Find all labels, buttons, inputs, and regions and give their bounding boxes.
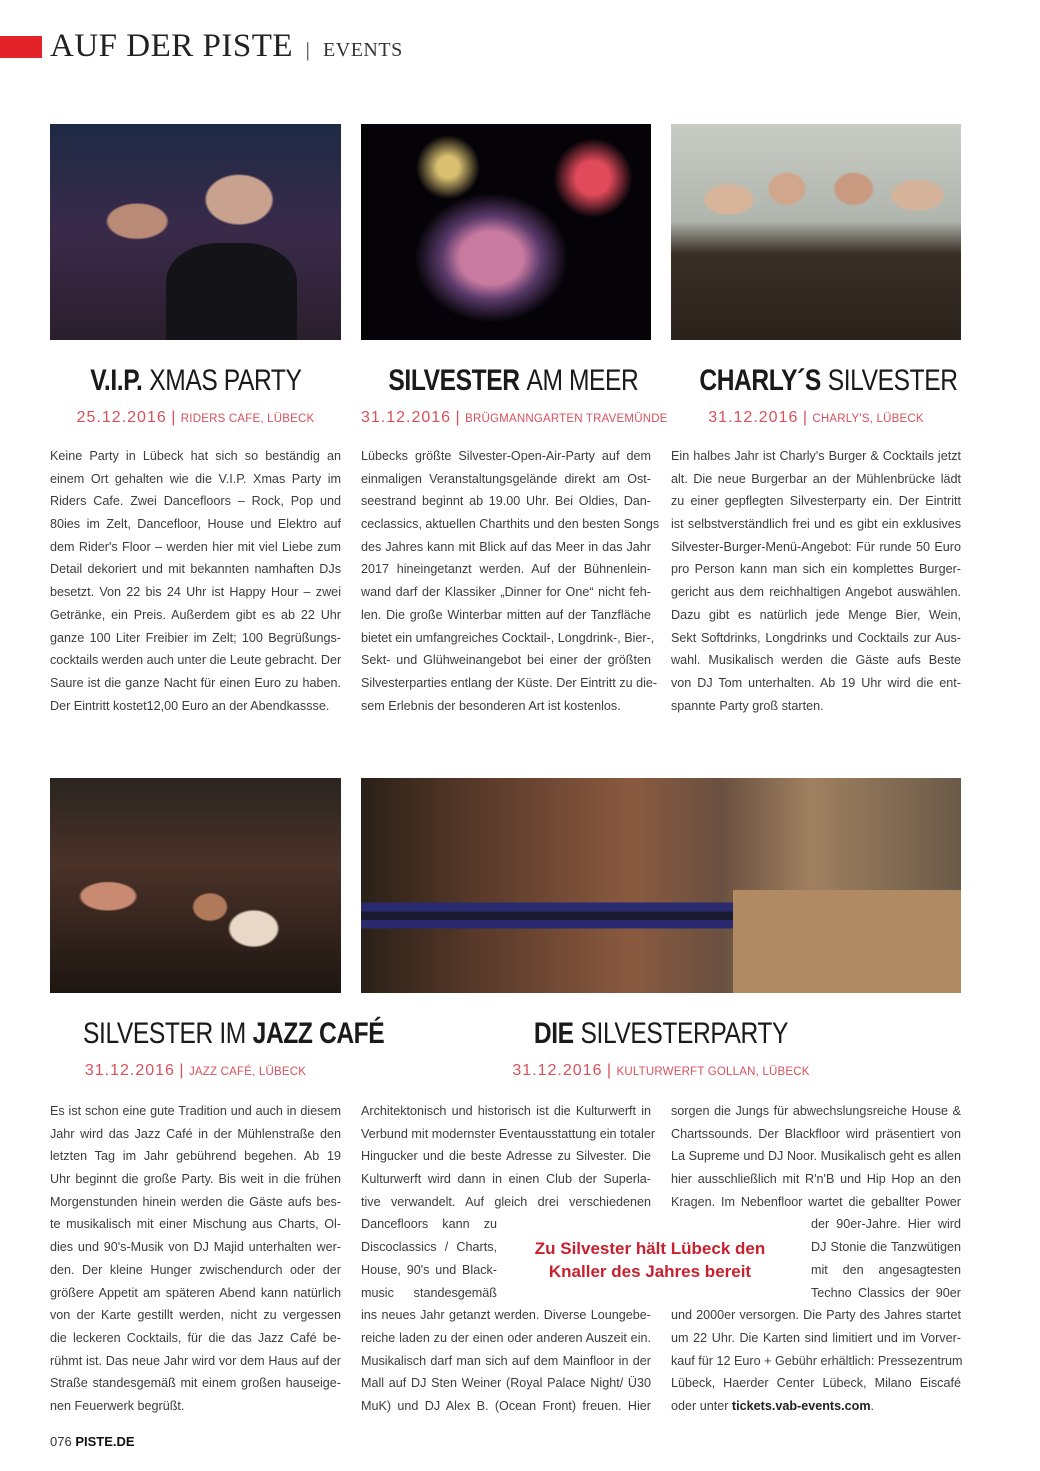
text-line: mit den angesagtesten <box>811 1262 961 1277</box>
text-line: Straße standesgemäß mit einem großen hauseige- <box>50 1376 341 1391</box>
text-line: den. Der kleine Hunger zwischendurch oder der <box>50 1262 341 1277</box>
text-line: DJ Stonie die Tanzwütigen <box>811 1240 961 1255</box>
text-block <box>671 1100 961 1213</box>
event-date: 25.12.2016 <box>76 409 167 426</box>
text-line: von DJ Tom unterhalten. Ab 19 Uhr wird die ent- <box>671 675 961 690</box>
text-line: Architektonisch und historisch ist die Kulturwerft in <box>361 1104 651 1118</box>
event-date: 31.12.2016 <box>708 409 799 426</box>
text-block-narrow <box>811 1213 961 1304</box>
text-line: music standesgemäß <box>361 1285 497 1300</box>
text-line: kauf für 12 Euro + Gebühr erhältlich: Pressezentrum <box>671 1353 963 1368</box>
event-venue: RIDERS CAFE, LÜBECK <box>180 413 315 425</box>
publication-name: PISTE.DE <box>75 1434 135 1449</box>
text-line: Morgenstunden hinein werden die Gäste aufs bes- <box>50 1194 341 1209</box>
text-line: Sekt Softdrinks, Longdrinks und Cocktails zur Aus- <box>671 630 961 645</box>
text-line: ceclassics, aktuellen Charthits und den besten Songs <box>361 517 660 532</box>
text-line: alt. Die neue Burgerbar an der Mühlenbrücke lädt <box>671 471 961 486</box>
article-title <box>50 1017 385 1050</box>
article-dateline: 31.12.2016 | BRÜGMANNGARTEN TRAVEMÜNDE <box>361 409 668 426</box>
text-line: Silvester-Burger-Menü-Angebot: Für runde 50 Euro <box>671 539 961 554</box>
text-block <box>361 1100 656 1213</box>
text-line: ist selbstverständlich frei und es gibt ein exklusives <box>671 517 961 532</box>
text-block-narrow <box>361 1213 497 1304</box>
article-body-column-2 <box>671 1100 961 1418</box>
text-line: Mall auf DJ Sten Weiner (Royal Palace Night/ Ü30 <box>361 1376 651 1391</box>
text-line: pro Person kann man sich ein komplettes Burger- <box>671 562 961 577</box>
text-line: und 2000er versorgen. Die Party des Jahres startet <box>671 1308 961 1323</box>
section-title: AUF DER PISTE <box>50 28 294 64</box>
event-venue: JAZZ CAFÉ, LÜBECK <box>188 1066 307 1078</box>
article-body <box>50 445 341 717</box>
event-date: 31.12.2016 <box>512 1062 603 1079</box>
title-light: SILVESTERPARTY <box>580 1017 789 1050</box>
text-line: Saure ist die ganze Nacht für einen Euro zu haben. <box>50 675 341 690</box>
text-line: La Supreme und DJ Noor. Musikalisch geht es allen <box>671 1149 961 1164</box>
title-bold: V.I.P. <box>89 364 143 397</box>
text-line: 2017 hineingetanzt werden. Auf der Bühnenlein- <box>361 562 651 577</box>
text-line: um 22 Uhr. Die Karten sind limitiert und im Vorver- <box>671 1330 961 1345</box>
title-bold: CHARLY´S <box>699 364 821 397</box>
text-line: besetzt. Von 22 bis 24 Uhr ist Happy Hour – zwei <box>50 585 341 600</box>
text-line: Jahr wird das Jazz Café in der Mühlenstraße den <box>50 1126 341 1141</box>
text-line: tive verwandelt. Auf gleich drei verschiedenen <box>361 1194 651 1209</box>
article-body <box>50 1100 341 1418</box>
event-venue: BRÜGMANNGARTEN TRAVEMÜNDE <box>465 413 668 425</box>
text-line: Getränke, ein Preis. Außerdem gibt es ab 22 Uhr <box>50 607 341 622</box>
text-line: Discoclassics / Charts, <box>361 1240 497 1255</box>
title-light: SILVESTER <box>827 364 958 397</box>
photo-jazz-cafe <box>50 778 341 993</box>
text-line: cocktails werden auch unter die Leute gebracht. Der <box>50 653 342 668</box>
text-line: spannte Party groß starten. <box>671 698 824 713</box>
text-line: Silvesterparties entlang der Küste. Der Eintritt zu die- <box>361 675 658 690</box>
text-line: reiche laden zu der einen oder anderen Auszeit ein. <box>361 1330 651 1345</box>
article-title <box>361 366 651 396</box>
tickets-link[interactable]: tickets.vab-events.com <box>731 1398 871 1413</box>
text-line: sorgen die Jungs für abwechslungsreiche House & <box>671 1104 961 1118</box>
text-line: einmaligen Veranstaltungsgelände direkt am Ost- <box>361 471 651 486</box>
text-line: Kulturwerft wird dann in einen Club der Superla- <box>361 1172 651 1187</box>
text-line: von der Karte gestillt werden, nicht zu vergessen <box>50 1308 341 1323</box>
text-line: einem Ort gehalten wie die V.I.P. Xmas Party im <box>50 471 341 486</box>
article-body <box>361 445 660 717</box>
text-line: des Jahres kann mit Blick auf das Meer in das Jahr <box>361 539 651 554</box>
text-line: wahl. Musikalisch werden die Gäste aufs Beste <box>671 653 961 668</box>
section-category: EVENTS <box>323 39 403 61</box>
event-date: 31.12.2016 <box>361 409 452 426</box>
text-line: bietet ein umfangreiches Cocktail-, Longdrink-, Bier-, <box>361 630 655 645</box>
text-line: nen Feuerwerk begrüßt. <box>50 1398 185 1413</box>
text-line: dem Rider's Floor – werden hier mit viel Liebe zum <box>50 539 341 554</box>
text-line: Verbund mit modernster Eventausstattung ein totaler <box>361 1126 656 1141</box>
text-line: House, 90's und Black- <box>361 1262 497 1277</box>
title-light: SILVESTER IM <box>83 1017 246 1050</box>
title-bold: SILVESTER <box>388 364 520 397</box>
text-segment: oder unter <box>671 1398 732 1413</box>
photo-kulturwerft <box>361 778 961 993</box>
article-dateline: 31.12.2016 | CHARLY'S, LÜBECK <box>708 409 924 426</box>
text-line: Der Eintritt kostet12,00 Euro an der Abendkassse. <box>50 698 330 713</box>
text-line: Keine Party in Lübeck hat sich so beständig an <box>50 449 341 463</box>
photo-charlys-silvester <box>671 124 961 340</box>
text-line: Dancefloors kann zu <box>361 1217 497 1232</box>
text-line: hier ausschließlich mit R'n'B und Hip Hop an den <box>671 1172 961 1187</box>
title-bold: DIE <box>533 1017 574 1050</box>
text-line: sem Erlebnis der besonderen Art ist kostenlos. <box>361 698 621 713</box>
text-line: Es ist schon eine gute Tradition und auch in diesem <box>50 1104 341 1118</box>
text-line: Chartssounds. Der Blackfloor wird präsentiert von <box>671 1126 961 1141</box>
text-line: Lübeck, Haerder Center Lübeck, Milano Eiscafé <box>671 1376 961 1391</box>
article-dateline: 31.12.2016 | JAZZ CAFÉ, LÜBECK <box>84 1062 307 1079</box>
text-line: zu einer gepflegten Silvesterparty ein. Der Eintritt <box>671 494 961 509</box>
text-segment: . <box>870 1398 875 1413</box>
text-line: te musikalisch mit einer Mischung aus Charts, Ol- <box>50 1217 341 1232</box>
text-line: Detail dekoriert und mit bekannten namhaften DJs <box>50 562 341 577</box>
text-line: len. Die große Winterbar mitten auf der Tanzfläche <box>361 607 651 622</box>
text-block <box>671 1304 961 1395</box>
section-header <box>50 28 403 65</box>
text-line: Musikalisch darf man sich auf dem Mainfloor in der <box>361 1353 651 1368</box>
article-title <box>50 366 341 396</box>
section-separator: | <box>305 39 311 61</box>
photo-vip-xmas-party <box>50 124 341 340</box>
text-line: Techno Classics der 90er <box>811 1285 961 1300</box>
text-line: die leckeren Cocktails, für die das Jazz Café be- <box>50 1330 341 1345</box>
text-line: dies und 90's-Musik von DJ Majid unterhalten wer- <box>50 1240 341 1255</box>
text-line: Hingucker und die beste Adresse zu Silvester. Die <box>361 1149 651 1164</box>
event-date: 31.12.2016 <box>84 1062 175 1079</box>
text-line: Ein halbes Jahr ist Charly's Burger & Cocktails jetzt <box>671 449 961 463</box>
text-line: MuK) und DJ Alex B. (Ocean Front) freuen. Hier <box>361 1398 651 1413</box>
text-line: Kragen. Im Nebenfloor wartet die geballter Power <box>671 1194 961 1209</box>
text-line: gericht aus dem reichhaltigen Angebot auswählen. <box>671 585 961 600</box>
text-line: Uhr beginnt die große Party. Bis weit in die frühen <box>50 1172 341 1187</box>
article-dateline: 25.12.2016 | RIDERS CAFE, LÜBECK <box>76 409 315 426</box>
article-title <box>671 366 961 396</box>
text-line: ins neues Jahr getanzt werden. Diverse Loungebe- <box>361 1308 651 1323</box>
section-marker <box>0 36 42 58</box>
text-line: der 90er-Jahre. Hier wird <box>811 1217 961 1232</box>
article-title <box>361 1019 961 1049</box>
text-line: rühmt ist. Das neue Jahr wird vor dem Haus auf der <box>50 1353 341 1368</box>
text-line: seestrand beginnt ab 19.00 Uhr. Bei Oldies, Dan- <box>361 494 651 509</box>
text-line: Riders Cafe. Zwei Dancefloors – Rock, Pop und <box>50 494 341 509</box>
text-line: wand darf der Klassiker „Dinner for One“ nicht feh- <box>361 585 651 600</box>
article-dateline: 31.12.2016 | KULTURWERFT GOLLAN, LÜBECK <box>512 1062 810 1079</box>
article-body <box>671 445 961 717</box>
text-line: Sekt- und Glühweinangebot bei einer der größten <box>361 653 651 668</box>
title-bold: JAZZ CAFÉ <box>252 1017 385 1050</box>
text-block <box>361 1304 651 1417</box>
text-line: Lübecks größte Silvester-Open-Air-Party auf dem <box>361 449 651 463</box>
event-venue: KULTURWERFT GOLLAN, LÜBECK <box>616 1066 810 1078</box>
text-line: größere Appetit am späteren Abend kann natürlich <box>50 1285 341 1300</box>
page-number: 076 <box>50 1434 72 1449</box>
text-line: ganze 100 Liter Freibier im Zelt; 100 Begrüßungs- <box>50 630 341 645</box>
page-footer <box>50 1434 135 1449</box>
text-line: 80ies im Zelt, Dancefloor, House und Elektro auf <box>50 517 341 532</box>
text-line: Dazu gibt es natürlich jede Menge Bier, Wein, <box>671 607 961 622</box>
photo-silvester-am-meer <box>361 124 651 340</box>
title-light: XMAS PARTY <box>148 364 302 397</box>
text-line <box>671 1395 961 1418</box>
pull-quote: Zu Silvester hält Lübeck den Knaller des Jahres bereit <box>534 1239 766 1281</box>
event-venue: CHARLY'S, LÜBECK <box>812 413 924 425</box>
text-line: letzten Tag im Jahr gebührend begehen. Ab 19 <box>50 1149 341 1164</box>
title-light: AM MEER <box>526 364 639 397</box>
